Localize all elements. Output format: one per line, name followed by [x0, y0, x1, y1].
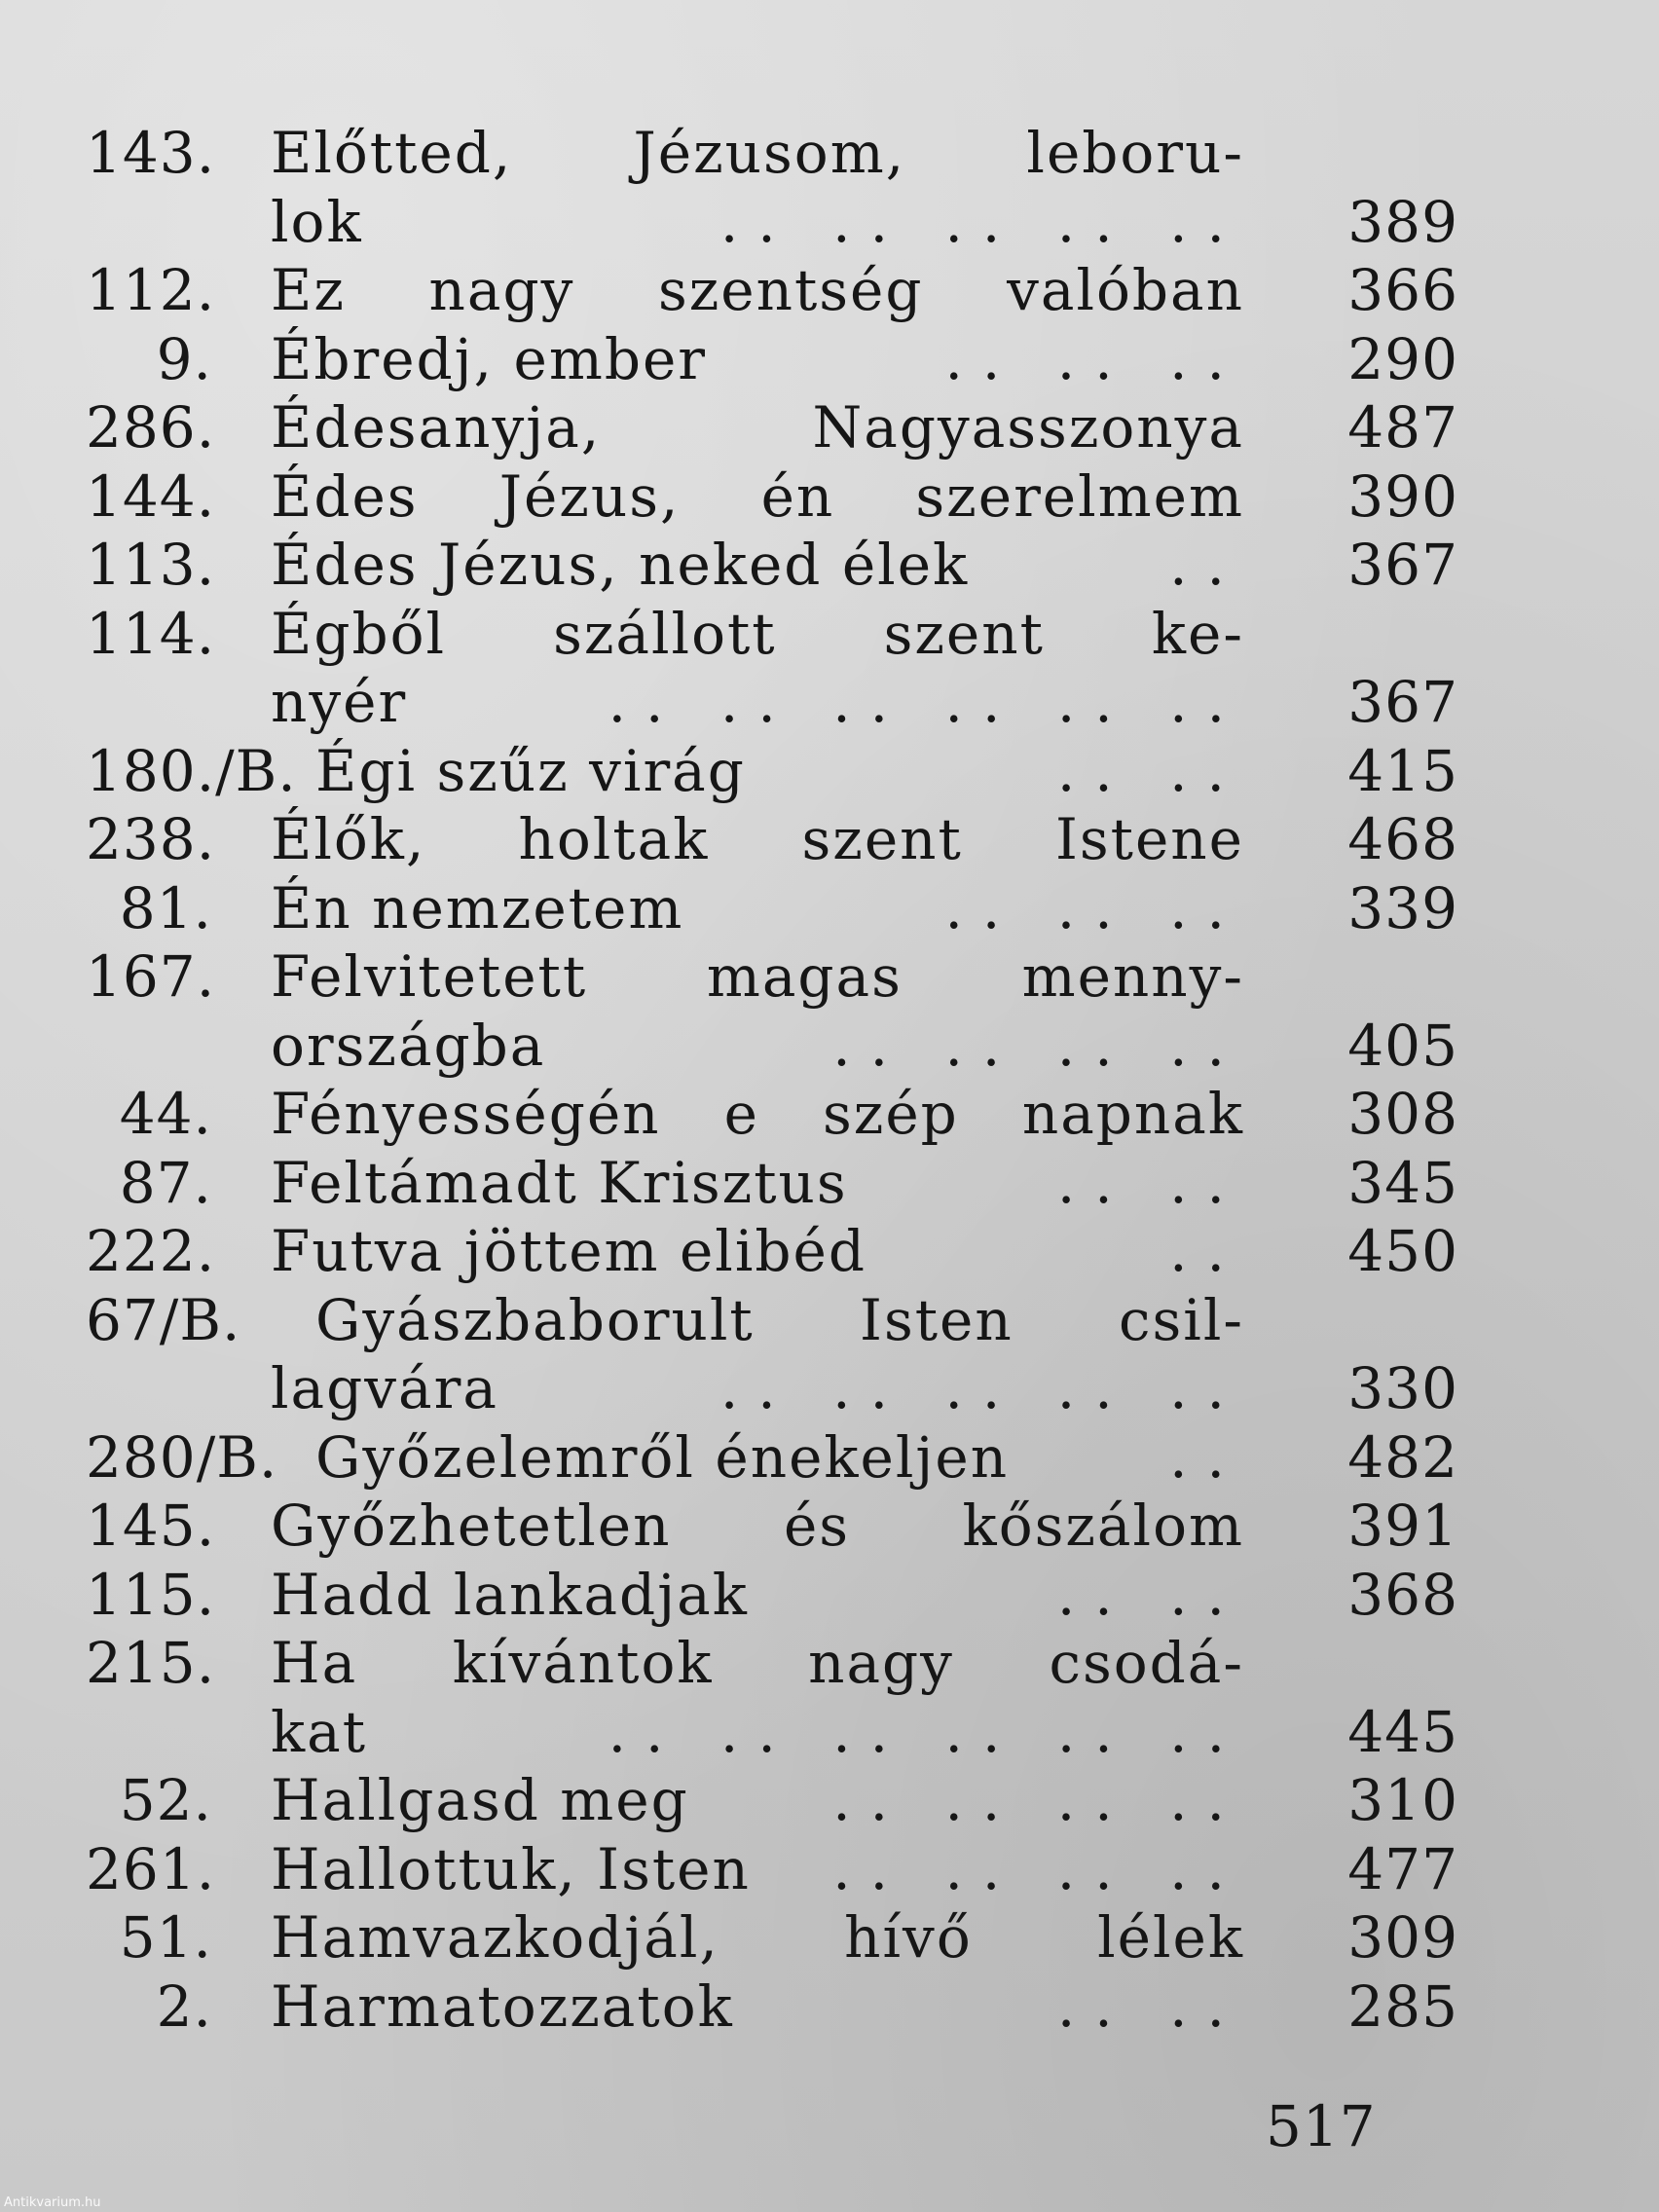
entry-title: [271, 1835, 1244, 1904]
index-list: [86, 119, 1458, 2041]
entry-number: 51.: [119, 1904, 212, 1971]
index-entry: [86, 942, 1390, 1012]
entry-title: Előtted, Jézusom, leboru-: [271, 120, 1244, 186]
index-entry: [86, 531, 1458, 600]
entry-title-text: Én nemzetem: [271, 874, 684, 941]
entry-title: Hamvazkodjál, hívő lélek: [271, 1904, 1244, 1971]
entry-title-text: Futva jöttem elibéd: [271, 1218, 866, 1284]
dot-leader: .. .. .. .. .. ..: [608, 669, 1244, 735]
entry-page-number: 339: [1347, 874, 1458, 941]
entry-title: [315, 737, 1244, 806]
index-entry: [86, 1629, 1390, 1698]
entry-page-number: 482: [1347, 1423, 1458, 1491]
entry-title: Égből szállott szent ke-: [271, 600, 1244, 667]
entry-title: [271, 1149, 1244, 1218]
entry-number: 52.: [119, 1767, 212, 1833]
entry-title: Fényességén e szép napnak: [271, 1081, 1244, 1147]
entry-number: 87.: [119, 1149, 212, 1216]
entry-title: [271, 1217, 1244, 1286]
index-entry: [86, 1492, 1458, 1561]
entry-page-number: 368: [1347, 1561, 1458, 1628]
index-entry: [86, 1561, 1458, 1630]
index-entry: [86, 668, 1458, 737]
entry-number: 215.: [86, 1630, 216, 1696]
dot-leader: .. .. .. ..: [832, 1012, 1244, 1079]
index-entry: [86, 325, 1458, 394]
entry-number: 167.: [86, 943, 216, 1010]
entry-title-text: Hallottuk, Isten: [271, 1835, 751, 1902]
entry-page-number: 290: [1347, 325, 1458, 392]
page-folio: 517: [1266, 2093, 1377, 2159]
entry-number: 113.: [86, 532, 216, 598]
index-entry: [86, 1080, 1458, 1149]
entry-page-number: 367: [1347, 532, 1458, 598]
entry-page-number: 330: [1347, 1355, 1458, 1421]
entry-page-number: 477: [1347, 1835, 1458, 1902]
dot-leader: ..: [1169, 1218, 1244, 1284]
dot-leader: .. .. .. ..: [832, 1835, 1244, 1902]
entry-title: [271, 188, 1244, 257]
index-entry: [86, 737, 1458, 806]
entry-title: [271, 1972, 1244, 2042]
index-entry: [86, 1423, 1458, 1493]
entry-number: 112.: [86, 257, 216, 323]
entry-page-number: 367: [1347, 669, 1458, 735]
entry-title-text: nyér: [271, 669, 408, 735]
entry-title: [271, 531, 1244, 600]
entry-title: Édes Jézus, én szerelmem: [271, 462, 1244, 530]
index-entry: [86, 1835, 1458, 1904]
dot-leader: .. ..: [1056, 1972, 1244, 2040]
entry-title: Élők, holtak szent Istene: [271, 806, 1244, 872]
dot-leader: .. .. .. .. .. ..: [608, 1698, 1244, 1765]
entry-number: 67/B.: [86, 1286, 241, 1353]
entry-number: 144.: [86, 462, 216, 530]
entry-number: 286.: [86, 394, 216, 461]
entry-number: 280/B.: [86, 1423, 278, 1491]
index-entry: [86, 1149, 1458, 1218]
entry-title-text: Győzelemről énekeljen: [315, 1423, 1010, 1491]
entry-title-text: Édes Jézus, neked élek: [271, 532, 970, 598]
dot-leader: .. .. ..: [944, 325, 1244, 392]
entry-number: 222.: [86, 1218, 216, 1284]
dot-leader: .. .. ..: [944, 874, 1244, 941]
entry-number: 9.: [156, 325, 212, 392]
entry-page-number: 310: [1347, 1767, 1458, 1833]
entry-title: [271, 1561, 1244, 1630]
dot-leader: .. .. .. .. ..: [719, 1355, 1244, 1421]
entry-title: Győzhetetlen és kőszálom: [271, 1493, 1244, 1559]
entry-number: 2.: [156, 1972, 212, 2040]
entry-page-number: 389: [1347, 188, 1458, 255]
entry-title-text: Ébredj, ember: [271, 325, 708, 392]
entry-title-text: országba: [271, 1012, 546, 1079]
entry-title: [315, 1423, 1244, 1493]
index-entry: [86, 1698, 1458, 1767]
index-entry: [86, 1354, 1458, 1423]
index-entry: [86, 874, 1458, 943]
entry-title-text: kat: [271, 1698, 368, 1765]
dot-leader: .. .. .. .. ..: [719, 188, 1244, 255]
entry-title-text: lagvára: [271, 1355, 498, 1421]
entry-title: [271, 668, 1244, 737]
dot-leader: .. ..: [1056, 737, 1244, 804]
index-entry: [86, 393, 1458, 462]
watermark: Antikvarium.hu: [4, 2195, 101, 2210]
entry-page-number: 308: [1347, 1081, 1458, 1147]
entry-title: Ha kívántok nagy csodá-: [271, 1630, 1244, 1696]
entry-title-text: Hadd lankadjak: [271, 1561, 749, 1628]
entry-number: 81.: [119, 874, 212, 941]
entry-title: [271, 874, 1244, 943]
entry-title-text: Égi szűz virág: [315, 737, 746, 804]
index-entry: [86, 1766, 1458, 1835]
entry-title: [271, 325, 1244, 394]
entry-number: 114.: [86, 600, 216, 667]
index-entry: [86, 1286, 1390, 1355]
index-entry: [86, 462, 1458, 532]
entry-title: [271, 1698, 1244, 1767]
dot-leader: ..: [1169, 1423, 1244, 1491]
entry-number: 180./B.: [86, 737, 297, 804]
dot-leader: ..: [1169, 532, 1244, 598]
entry-page-number: 405: [1347, 1012, 1458, 1079]
index-entry: [86, 256, 1458, 325]
entry-page-number: 285: [1347, 1972, 1458, 2040]
entry-title-text: Hallgasd meg: [271, 1767, 689, 1833]
entry-page-number: 366: [1347, 257, 1458, 323]
entry-page-number: 390: [1347, 462, 1458, 530]
entry-title: Édesanyja, Nagyasszonya: [271, 394, 1244, 461]
entry-page-number: 445: [1347, 1698, 1458, 1765]
entry-page-number: 345: [1347, 1149, 1458, 1216]
index-entry: [86, 188, 1458, 257]
entry-number: 238.: [86, 806, 216, 872]
entry-number: 145.: [86, 1493, 216, 1559]
index-entry: [86, 805, 1458, 874]
index-entry: [86, 1217, 1458, 1286]
entry-page-number: 468: [1347, 806, 1458, 872]
entry-page-number: 309: [1347, 1904, 1458, 1971]
dot-leader: .. ..: [1056, 1149, 1244, 1216]
entry-number: 44.: [119, 1081, 212, 1147]
entry-page-number: 415: [1347, 737, 1458, 804]
entry-title-text: Harmatozzatok: [271, 1972, 734, 2040]
entry-page-number: 487: [1347, 394, 1458, 461]
index-entry: [86, 1903, 1458, 1972]
entry-title-text: Feltámadt Krisztus: [271, 1149, 848, 1216]
entry-title: [271, 1012, 1244, 1081]
entry-number: 115.: [86, 1561, 216, 1628]
index-entry: [86, 119, 1390, 188]
entry-title: Ez nagy szentség valóban: [271, 257, 1244, 323]
entry-number: 261.: [86, 1835, 216, 1902]
entry-title: [271, 1354, 1244, 1423]
entry-page-number: 391: [1347, 1493, 1458, 1559]
entry-title: Gyászbaborult Isten csil-: [315, 1286, 1244, 1353]
entry-title-text: lok: [271, 188, 363, 255]
index-entry: [86, 1012, 1458, 1081]
entry-title: [271, 1766, 1244, 1835]
entry-title: Felvitetett magas menny-: [271, 943, 1244, 1010]
index-entry: [86, 1972, 1458, 2042]
dot-leader: .. .. .. ..: [832, 1767, 1244, 1833]
index-entry: [86, 600, 1390, 669]
entry-number: 143.: [86, 120, 216, 186]
entry-page-number: 450: [1347, 1218, 1458, 1284]
dot-leader: .. ..: [1056, 1561, 1244, 1628]
